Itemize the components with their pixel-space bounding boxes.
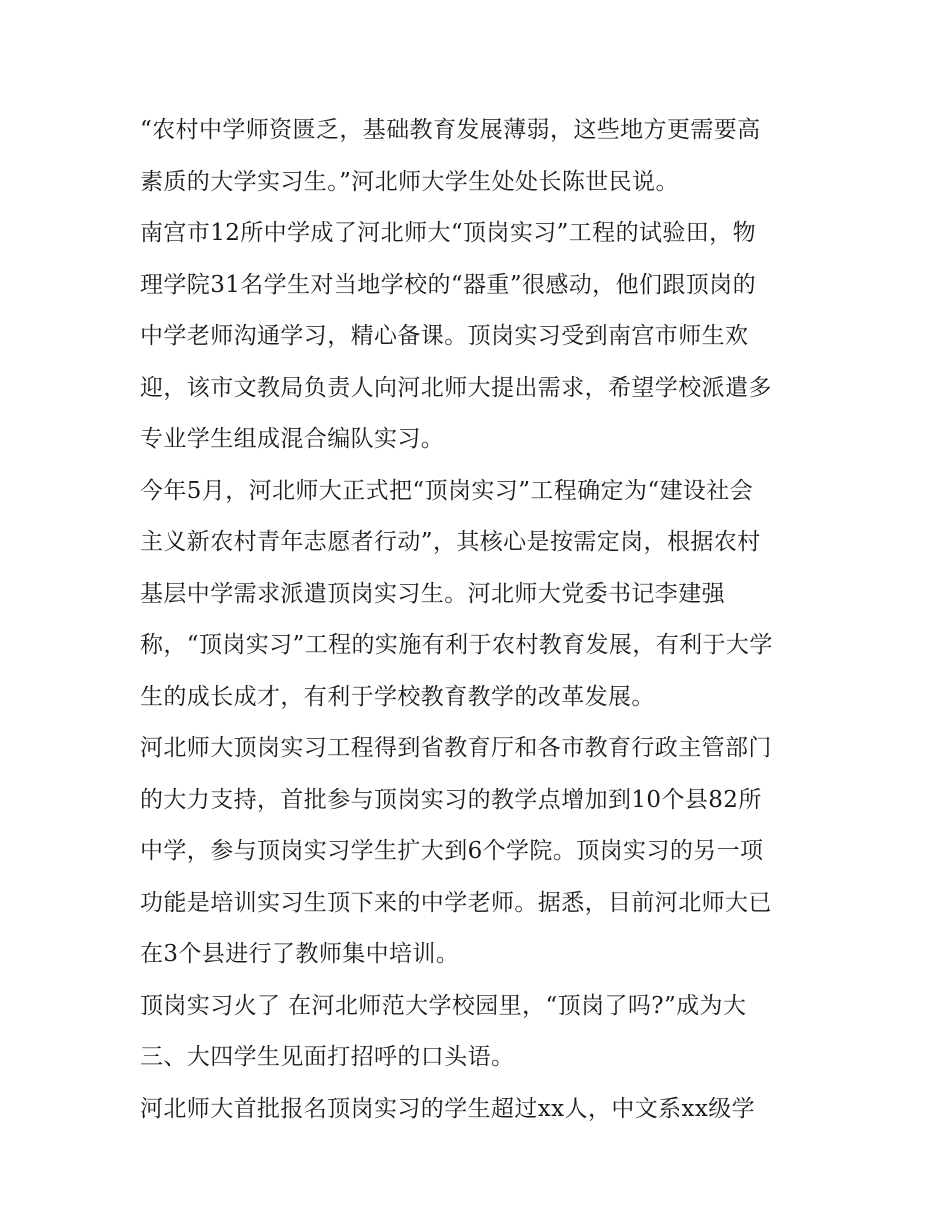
text-line-17: 在3个县进行了教师集中培训。 [140, 941, 460, 967]
text-line-14: 的大力支持，首批参与顶岗实习的教学点增加到10个县82所 [140, 786, 762, 813]
text-line-19: 三、大四学生见面打招呼的口头语。 [140, 1044, 515, 1070]
document-body [140, 105, 820, 1135]
text-line-16: 功能是培训实习生顶下来的中学老师。据悉，目前河北师大已 [140, 889, 772, 916]
text-line-5: 中学老师沟通学习，精心备课。顶岗实习受到南宫市师生欢 [140, 323, 749, 349]
text-line-9: 主义新农村青年志愿者行动”，其核心是按需定岗，根据农村 [140, 529, 761, 555]
text-line-4: 理学院31名学生对当地学校的“器重”很感动，他们跟顶岗的 [140, 271, 756, 298]
text-line-11: 称，“顶岗实习”工程的实施有利于农村教育发展，有利于大学 [140, 632, 773, 658]
text-line-1: “农村中学师资匮乏，基础教育发展薄弱，这些地方更需要高 [140, 117, 761, 143]
text-line-7: 专业学生组成混合编队实习。 [140, 426, 445, 452]
text-line-3: 南宫市12所中学成了河北师大“顶岗实习”工程的试验田，物 [140, 220, 756, 246]
text-line-2: 素质的大学实习生。”河北师大学生处处长陈世民说。 [140, 168, 679, 195]
text-line-18: 顶岗实习火了 在河北师范大学校园里，“顶岗了吗?”成为大 [140, 992, 747, 1019]
text-line-8: 今年5月，河北师大正式把“顶岗实习”工程确定为“建设社会 [140, 477, 754, 504]
text-line-15: 中学，参与顶岗实习学生扩大到6个学院。顶岗实习的另一项 [140, 838, 764, 864]
text-line-13: 河北师大顶岗实习工程得到省教育厅和各市教育行政主管部门 [140, 735, 772, 761]
text-line-12: 生的成长成才，有利于学校教育教学的改革发展。 [140, 683, 655, 710]
text-line-20: 河北师大首批报名顶岗实习的学生超过xx人，中文系xx级学 [140, 1095, 756, 1122]
text-line-6: 迎，该市文教局负责人向河北师大提出需求，希望学校派遣多 [140, 374, 772, 401]
text-line-10: 基层中学需求派遣顶岗实习生。河北师大党委书记李建强 [140, 580, 725, 607]
